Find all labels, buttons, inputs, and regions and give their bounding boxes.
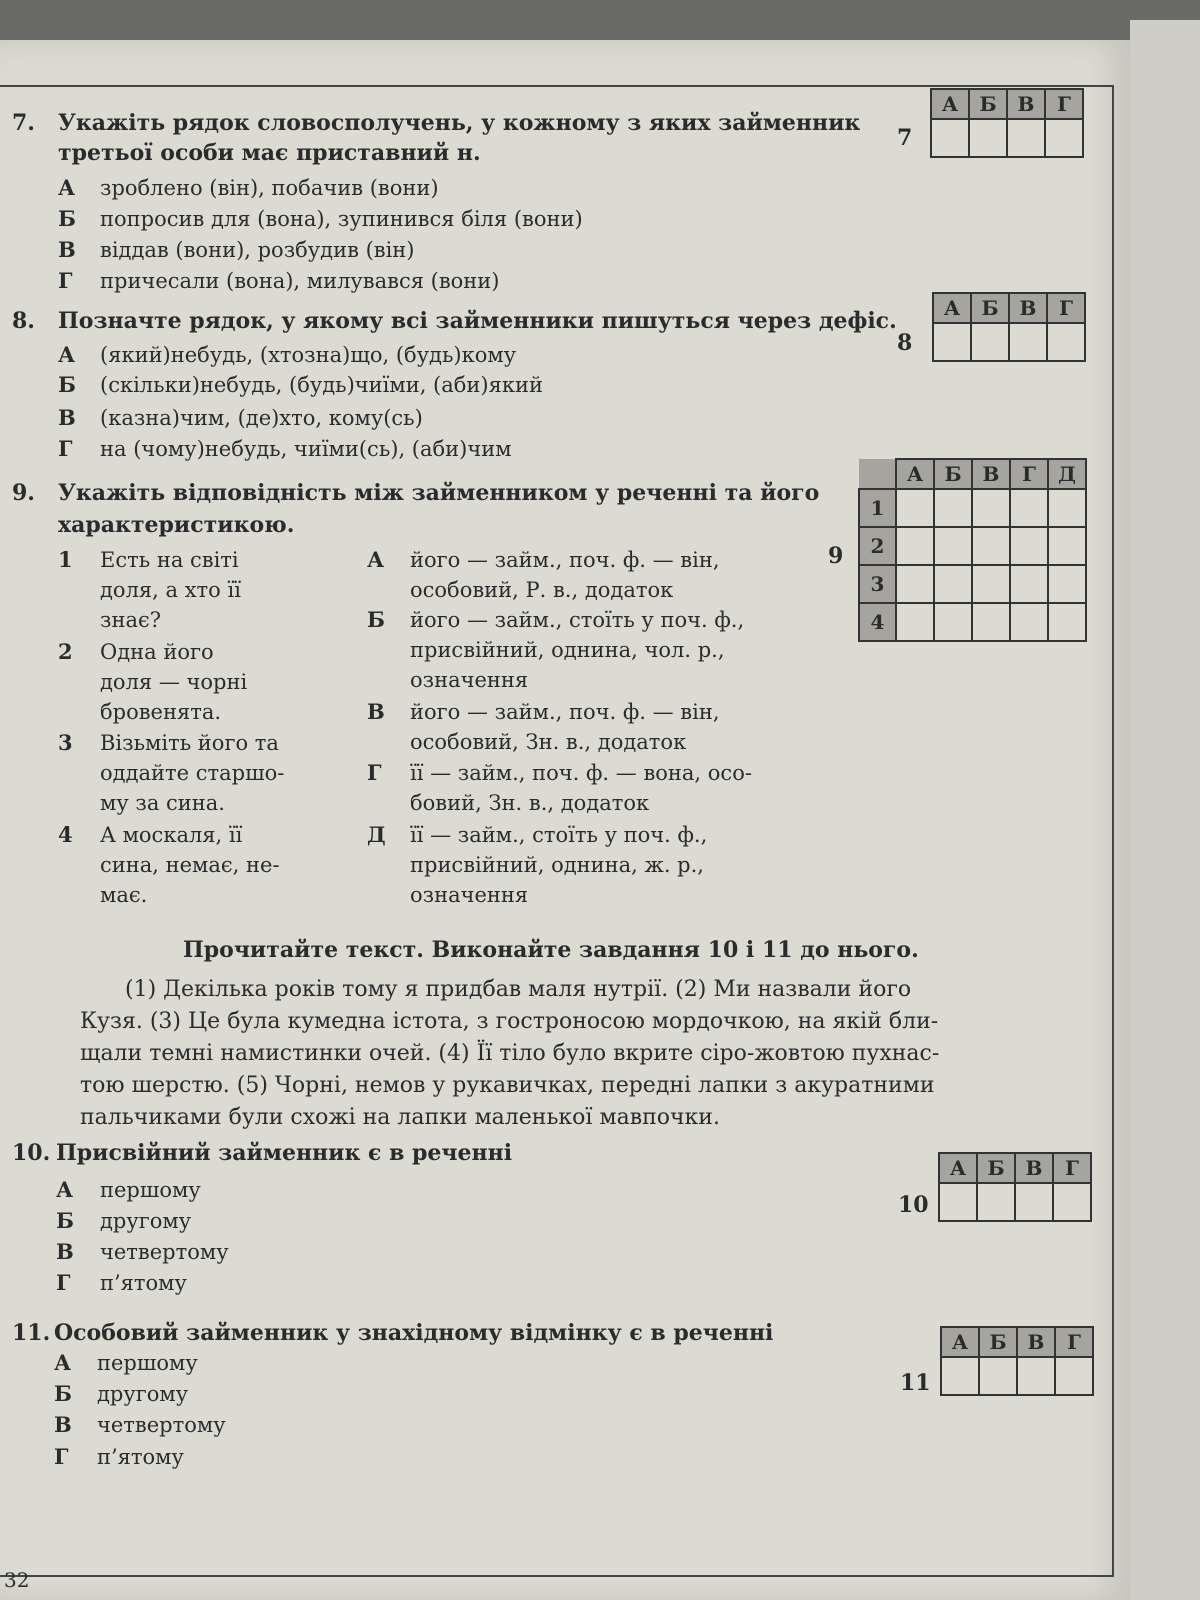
grid-header: Б: [969, 89, 1007, 119]
grid-header: А: [933, 293, 971, 323]
page-number: 32: [4, 1568, 30, 1592]
q8-text-line1: Позначте рядок, у якому всі займенники пишуться через дефіс.: [58, 308, 897, 334]
text-line: пальчиками були схожі на лапки маленької мавпочки.: [80, 1105, 720, 1130]
q10-option-text: другому: [100, 1209, 192, 1233]
grid-header: В: [972, 459, 1010, 489]
q10-option-text: п’ятому: [100, 1271, 187, 1295]
q8-number: 8.: [12, 308, 35, 334]
answer-cell[interactable]: [1010, 489, 1048, 527]
answer-cell[interactable]: [896, 489, 934, 527]
q9-left-number: 4: [58, 822, 73, 847]
grid-header: В: [1007, 89, 1045, 119]
q9-number: 9.: [12, 480, 35, 506]
q10-answer-grid: [938, 1152, 1092, 1222]
q9-left-line: знає?: [100, 608, 161, 632]
answer-cell[interactable]: [972, 565, 1010, 603]
answer-cell[interactable]: [979, 1357, 1017, 1395]
q8-grid-label: 8: [897, 330, 913, 356]
q8-option-text: (скільки)небудь, (будь)чиїми, (аби)який: [100, 373, 543, 397]
q8-answer-grid: [932, 292, 1086, 362]
q9-text-line1: Укажіть відповідність між займенником у реченні та його: [58, 480, 820, 506]
answer-cell[interactable]: [1048, 489, 1086, 527]
q11-option-letter: В: [54, 1412, 72, 1437]
q9-right-line: означення: [410, 668, 529, 692]
q10-grid-label: 10: [898, 1192, 929, 1218]
q9-left-line: Одна його: [100, 640, 214, 664]
q9-left-number: 2: [58, 639, 73, 664]
q10-option-letter: Б: [56, 1208, 74, 1233]
grid-header: Г: [1053, 1153, 1091, 1183]
answer-cell[interactable]: [1048, 527, 1086, 565]
q9-left-line: доля, а хто її: [100, 578, 241, 602]
grid-header: Г: [1045, 89, 1083, 119]
answer-cell[interactable]: [931, 119, 969, 157]
grid-row-header: 2: [859, 527, 896, 565]
q9-answer-grid: [858, 458, 1087, 642]
q7-option-text: причесали (вона), милувався (вони): [100, 269, 500, 293]
q11-option-letter: Б: [54, 1381, 72, 1406]
answer-cell[interactable]: [1045, 119, 1083, 157]
q8-option-text: (казна)чим, (де)хто, кому(сь): [100, 406, 423, 430]
q8-option-text: на (чому)небудь, чиїми(сь), (аби)чим: [100, 437, 512, 461]
answer-cell[interactable]: [896, 565, 934, 603]
answer-cell[interactable]: [1048, 565, 1086, 603]
q9-right-letter: Б: [367, 607, 385, 632]
grid-row-header: 1: [859, 489, 896, 527]
q9-left-line: бровенята.: [100, 700, 222, 724]
grid-corner: [859, 459, 896, 489]
q9-text-line2: характеристикою.: [58, 512, 295, 538]
grid-header: Б: [934, 459, 972, 489]
q9-right-line: його — займ., стоїть у поч. ф.,: [410, 608, 745, 632]
answer-cell[interactable]: [971, 323, 1009, 361]
grid-header: А: [941, 1327, 979, 1357]
q9-right-line: присвійний, однина, ж. р.,: [410, 853, 704, 877]
q10-option-text: першому: [100, 1178, 201, 1202]
answer-cell[interactable]: [1009, 323, 1047, 361]
answer-cell[interactable]: [896, 527, 934, 565]
q11-number: 11.: [12, 1320, 51, 1346]
q9-right-letter: В: [367, 699, 385, 724]
q9-right-line: його — займ., поч. ф. — він,: [410, 548, 720, 572]
text-heading: Прочитайте текст. Виконайте завдання 10 і 11 до нього.: [183, 937, 919, 963]
q7-number: 7.: [12, 110, 35, 136]
answer-cell[interactable]: [934, 527, 972, 565]
q9-left-line: Есть на світі: [100, 548, 239, 572]
q7-option-text: віддав (вони), розбудив (він): [100, 238, 415, 262]
q9-left-number: 3: [58, 730, 73, 755]
q7-option-letter: Г: [58, 268, 73, 293]
q9-grid-label: 9: [828, 543, 844, 569]
answer-cell[interactable]: [1010, 527, 1048, 565]
grid-header: Б: [979, 1327, 1017, 1357]
q9-left-line: має.: [100, 883, 148, 907]
text-line: щали темні намистинки очей. (4) Її тіло було вкрите сіро-жовтою пухнас-: [80, 1041, 940, 1066]
grid-row-header: 4: [859, 603, 896, 641]
q7-option-text: зроблено (він), побачив (вони): [100, 176, 439, 200]
q9-left-line: Візьміть його та: [100, 731, 279, 755]
facing-page-edge: [1130, 20, 1200, 1600]
q10-option-letter: В: [56, 1239, 74, 1264]
answer-cell[interactable]: [1010, 565, 1048, 603]
answer-cell[interactable]: [1047, 323, 1085, 361]
answer-cell[interactable]: [1053, 1183, 1091, 1221]
answer-cell[interactable]: [941, 1357, 979, 1395]
grid-row-header: 3: [859, 565, 896, 603]
q9-right-line: її — займ., поч. ф. — вона, осо-: [410, 761, 752, 785]
grid-header: Г: [1010, 459, 1048, 489]
q7-option-letter: Б: [58, 206, 76, 231]
q8-option-letter: Г: [58, 436, 73, 461]
grid-header: В: [1015, 1153, 1053, 1183]
grid-header: А: [896, 459, 934, 489]
grid-header: Б: [971, 293, 1009, 323]
q7-option-letter: В: [58, 237, 76, 262]
grid-header: Г: [1047, 293, 1085, 323]
answer-cell[interactable]: [969, 119, 1007, 157]
q11-option-letter: Г: [54, 1444, 69, 1469]
q11-option-text: другому: [97, 1382, 189, 1406]
q9-right-line: її — займ., стоїть у поч. ф.,: [410, 823, 708, 847]
answer-cell[interactable]: [933, 323, 971, 361]
q7-option-text: попросив для (вона), зупинився біля (вони): [100, 207, 583, 231]
q11-option-text: четвертому: [97, 1413, 226, 1437]
q9-right-line: бовий, Зн. в., додаток: [410, 791, 650, 815]
q10-text-line1: Присвійний займенник є в реченні: [56, 1140, 513, 1166]
q9-right-line: його — займ., поч. ф. — він,: [410, 700, 720, 724]
answer-cell[interactable]: [1017, 1357, 1055, 1395]
grid-header: В: [1009, 293, 1047, 323]
q8-option-letter: А: [58, 342, 76, 367]
q9-right-line: особовий, Р. в., додаток: [410, 578, 674, 602]
q10-option-letter: А: [56, 1177, 74, 1202]
answer-cell[interactable]: [896, 603, 934, 641]
q11-grid-label: 11: [900, 1370, 931, 1396]
q11-option-letter: А: [54, 1350, 72, 1375]
q9-right-letter: А: [367, 547, 385, 572]
grid-header: А: [939, 1153, 977, 1183]
answer-cell[interactable]: [1010, 603, 1048, 641]
answer-cell[interactable]: [1007, 119, 1045, 157]
text-line: (1) Декілька років тому я придбав маля нутрії. (2) Ми назвали його: [125, 977, 912, 1002]
text-line: Кузя. (3) Це була кумедна істота, з гостроносою мордочкою, на якій бли-: [80, 1009, 939, 1034]
answer-cell[interactable]: [1055, 1357, 1093, 1395]
answer-cell[interactable]: [934, 565, 972, 603]
answer-cell[interactable]: [934, 489, 972, 527]
q9-left-line: А москаля, її: [100, 823, 243, 847]
answer-cell[interactable]: [939, 1183, 977, 1221]
q9-left-line: му за сина.: [100, 791, 225, 815]
grid-header: Б: [977, 1153, 1015, 1183]
answer-cell[interactable]: [1048, 603, 1086, 641]
q8-option-text: (який)небудь, (хтозна)що, (будь)кому: [100, 343, 517, 367]
answer-cell[interactable]: [972, 603, 1010, 641]
q9-left-line: сина, немає, не-: [100, 853, 280, 877]
text-line: тою шерстю. (5) Чорні, немов у рукавичках, передні лапки з акуратними: [80, 1073, 935, 1098]
grid-header: Д: [1048, 459, 1086, 489]
q7-answer-grid: [930, 88, 1084, 158]
q9-left-line: доля — чорні: [100, 670, 248, 694]
q9-left-number: 1: [58, 547, 73, 572]
q9-right-line: присвійний, однина, чол. р.,: [410, 638, 725, 662]
answer-cell[interactable]: [972, 527, 1010, 565]
q9-right-line: особовий, Зн. в., додаток: [410, 730, 687, 754]
q7-text-line1: Укажіть рядок словосполучень, у кожному з яких займенник: [58, 110, 861, 136]
grid-header: Г: [1055, 1327, 1093, 1357]
q10-number: 10.: [12, 1140, 51, 1166]
answer-cell[interactable]: [934, 603, 972, 641]
q9-left-line: оддайте старшо-: [100, 761, 285, 785]
q11-answer-grid: [940, 1326, 1094, 1396]
q9-right-line: означення: [410, 883, 529, 907]
grid-header: А: [931, 89, 969, 119]
answer-cell[interactable]: [972, 489, 1010, 527]
q11-text-line1: Особовий займенник у знахідному відмінку є в реченні: [54, 1320, 774, 1346]
q10-option-text: четвертому: [100, 1240, 229, 1264]
q9-right-letter: Г: [367, 760, 382, 785]
q11-option-text: п’ятому: [97, 1445, 184, 1469]
answer-cell[interactable]: [977, 1183, 1015, 1221]
q10-option-letter: Г: [56, 1270, 71, 1295]
q8-option-letter: В: [58, 405, 76, 430]
q7-grid-label: 7: [897, 125, 913, 151]
q7-option-letter: А: [58, 175, 76, 200]
q8-option-letter: Б: [58, 372, 76, 397]
q7-text-line2: третьої особи має приставний н.: [58, 140, 481, 166]
answer-cell[interactable]: [1015, 1183, 1053, 1221]
q11-option-text: першому: [97, 1351, 198, 1375]
q9-right-letter: Д: [367, 822, 386, 847]
grid-header: В: [1017, 1327, 1055, 1357]
